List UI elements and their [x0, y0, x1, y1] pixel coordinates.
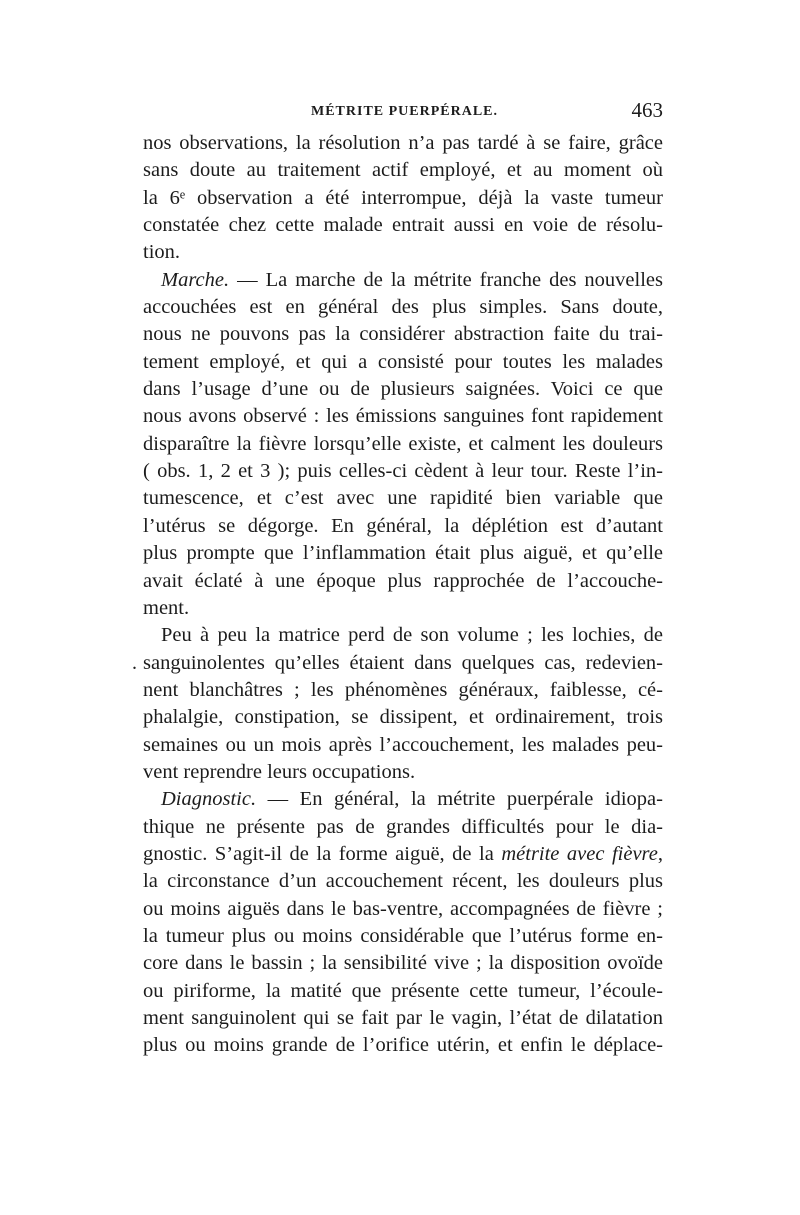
text-line [143, 568, 663, 595]
text-line [143, 513, 663, 540]
text-line [143, 841, 663, 868]
text-line [143, 294, 663, 321]
text-line [143, 759, 663, 786]
running-head [143, 98, 663, 128]
line-text: disparaître la fièvre lorsqu’elle existe, et calment les douleurs [143, 432, 663, 455]
line-text: avait éclaté à une époque plus rapprochée de l’accouche- [143, 569, 663, 592]
text-line [143, 677, 663, 704]
emphasis-text: métrite avec fièvre [501, 842, 658, 865]
text-line [143, 376, 663, 403]
line-text: plus prompte que l’inflammation était plus aiguë, et qu’elle [143, 542, 663, 565]
line-text: gnostic. S’agit-il de la forme aiguë, de la [143, 842, 502, 865]
margin-mark: . [132, 651, 137, 674]
line-text: thique ne présente pas de grandes difficultés pour le dia- [143, 815, 663, 838]
line-text: core dans le bassin ; la sensibilité vive ; la disposition ovoïde [143, 952, 663, 975]
line-tail: , [657, 842, 663, 865]
section-heading: Diagnostic. [161, 788, 257, 811]
line-text: ou piriforme, la matité que présente cette tumeur, l’écoule- [143, 979, 663, 1002]
text-line [143, 349, 663, 376]
running-title: MÉTRITE PUERPÉRALE. [311, 104, 499, 119]
text-line [143, 978, 663, 1005]
line-text: sanguinolentes qu’elles étaient dans quelques cas, redevien- [143, 651, 663, 674]
text-line [143, 704, 663, 731]
text-line [143, 732, 663, 759]
line-text: vent reprendre leurs occupations. [143, 760, 416, 783]
text-line [143, 595, 663, 622]
text-line [143, 403, 663, 430]
line-text: la 6ᵉ observation a été interrompue, déjà la vaste tumeur [143, 186, 663, 209]
text-line [143, 1005, 663, 1032]
line-text: tion. [143, 241, 181, 264]
text-line [143, 950, 663, 977]
text-line [143, 458, 663, 485]
line-text: — La marche de la métrite franche des nouvelles [229, 268, 663, 291]
text-line [143, 923, 663, 950]
line-text: accouchées est en général des plus simples. Sans doute, [143, 296, 663, 319]
section-heading: Marche. [161, 268, 230, 291]
line-text: dans l’usage d’une ou de plusieurs saignées. Voici ce que [143, 378, 663, 401]
line-text: ment sanguinolent qui se fait par le vagin, l’état de dilatation [143, 1007, 663, 1029]
text-line [143, 868, 663, 895]
line-text: phalalgie, constipation, se dissipent, et ordinairement, trois [143, 706, 663, 729]
line-text: nous ne pouvons pas la considérer abstraction faite du trai- [143, 323, 663, 346]
line-text: Peu à peu la matrice perd de son volume ; les lochies, de [161, 624, 663, 647]
body-text [132, 130, 663, 1060]
line-text: nos observations, la résolution n’a pas tardé à se faire, grâce [143, 132, 663, 154]
text-line [143, 485, 663, 512]
line-text: tement employé, et qui a consisté pour toutes les malades [143, 350, 663, 373]
line-text: ou moins aiguës dans le bas-ventre, accompagnées de fièvre ; [143, 897, 663, 920]
text-line [143, 239, 663, 266]
line-text: semaines ou un mois après l’accouchement, les malades peu- [143, 733, 663, 756]
text-line [143, 431, 663, 458]
text-line [143, 1032, 663, 1059]
line-text: nent blanchâtres ; les phénomènes généraux, faiblesse, cé- [143, 678, 663, 701]
text-line [143, 622, 663, 649]
line-text: — En général, la métrite puerpérale idiopa- [256, 788, 663, 811]
text-line [143, 896, 663, 923]
line-text: l’utérus se dégorge. En général, la déplétion est d’autant [143, 514, 663, 537]
text-line [143, 212, 663, 239]
line-text: sans doute au traitement actif employé, et au moment où [143, 159, 663, 182]
line-text: tumescence, et c’est avec une rapidité bien variable que [143, 487, 663, 510]
text-line [143, 185, 663, 212]
line-text: plus ou moins grande de l’orifice utérin, et enfin le déplace- [143, 1034, 663, 1057]
line-text: ( obs. 1, 2 et 3 ); puis celles-ci cèdent à leur tour. Reste l’in- [143, 460, 663, 483]
page-number: 463 [631, 98, 663, 122]
text-line [143, 814, 663, 841]
line-text: constatée chez cette malade entrait aussi en voie de résolu- [143, 214, 663, 237]
text-line [143, 130, 663, 157]
text-line [143, 540, 663, 567]
line-text: la tumeur plus ou moins considérable que l’utérus forme en- [143, 924, 663, 947]
text-line [143, 321, 663, 348]
line-text: nous avons observé : les émissions sanguines font rapidement [143, 405, 663, 428]
line-text: ment. [143, 596, 190, 619]
text-line [143, 267, 663, 294]
line-text: la circonstance d’un accouchement récent, les douleurs plus [143, 870, 663, 893]
text-line [143, 786, 663, 813]
text-line [143, 157, 663, 184]
text-line [132, 650, 663, 677]
